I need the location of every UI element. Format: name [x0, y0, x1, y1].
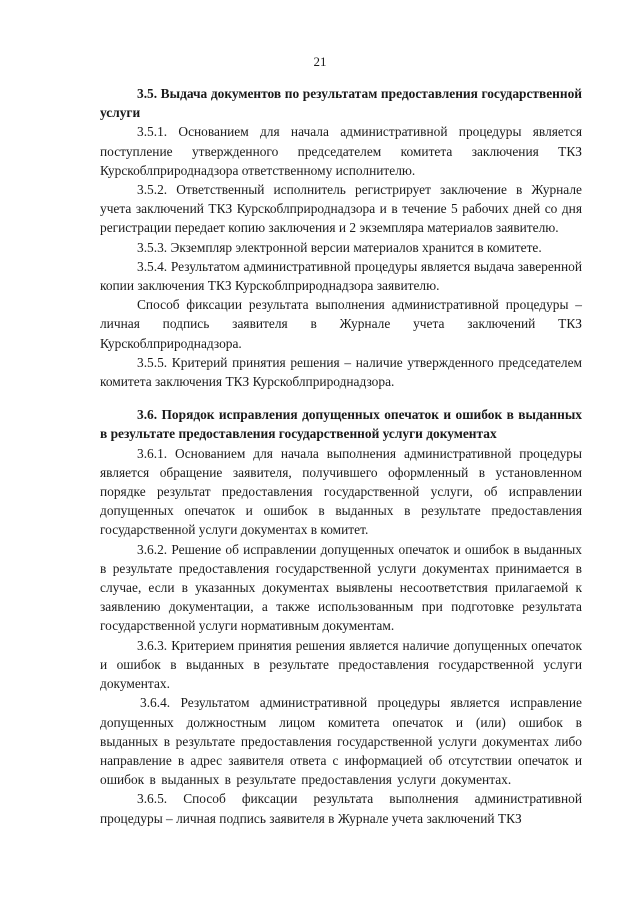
paragraph-3-6-5: 3.6.5. Способ фиксации результата выполнения административной процедуры – личная подпись заявителя в Журнале учета заключений ТКЗ — [100, 791, 582, 826]
paragraph-3-6-4: 3.6.4. Результатом административной процедуры является исправление допущенных должностным лицом комитета опечаток и (или) ошибок в выданных в результате предоставления государственной услуги документах либо направление в адрес заявителя ответа с информацией об отсутствии опечаток и ошибок в выданных в результате предоставления услуги документах. — [100, 695, 582, 788]
paragraph-3-5-5: 3.5.5. Критерий принятия решения – наличие утвержденного председателем комитета заключения ТКЗ Курскоблприроднадзора. — [100, 354, 582, 390]
paragraph-3-6-1: 3.6.1. Основанием для начала выполнения административной процедуры является обращение заявителя, получившего оформленный в установленном порядке результат предоставления государственной услуги, об исправлении допущенных опечаток и ошибок в выданных в результате предоставления государственной услуги документах в комитет. — [100, 445, 582, 538]
paragraph-3-6-2: 3.6.2. Решение об исправлении допущенных опечаток и ошибок в выданных в результате предоставления государственной услуги документах принимается в случае, если в указанных документах выявлены несоответствия прилагаемой к заявлению документации, а также использованным при подготовке результата государственной услуги нормативным документам. — [100, 541, 582, 634]
paragraph-3-5-4: 3.5.4. Результатом административной процедуры является выдача заверенной копии заключения ТКЗ Курскоблприроднадзора заявителю. — [100, 258, 582, 294]
paragraph-3-5-1: 3.5.1. Основанием для начала административной процедуры является поступление утвержденного председателем комитета заключения ТКЗ Курскоблприроднадзора ответственному исполнителю. — [100, 124, 582, 178]
document-body — [100, 84, 582, 828]
paragraph-3-5-2: 3.5.2. Ответственный исполнитель регистрирует заключение в Журнале учета заключений ТКЗ Курскоблприроднадзора и в течение 5 рабочих дней со дня регистрации передает копию заключения и 2 экземпляра материалов заявителю. — [100, 182, 582, 236]
page-number: 21 — [313, 54, 327, 69]
paragraph-fixation-method: Способ фиксации результата выполнения административной процедуры – личная подпись заявителя в Журнале учета заключений ТКЗ Курскоблприроднадзора. — [100, 297, 582, 351]
section-heading-3-6: 3.6. Порядок исправления допущенных опечаток и ошибок в выданных в результате предоставления государственной услуги документах — [100, 407, 582, 442]
section-heading-3-5: 3.5. Выдача документов по результатам предоставления государственной услуги — [100, 86, 582, 121]
paragraph-3-6-3: 3.6.3. Критерием принятия решения является наличие допущенных опечаток и ошибок в выданных в результате предоставления государственной услуги документах. — [100, 637, 582, 692]
paragraph-3-5-3: 3.5.3. Экземпляр электронной версии материалов хранится в комитете. — [137, 239, 542, 255]
